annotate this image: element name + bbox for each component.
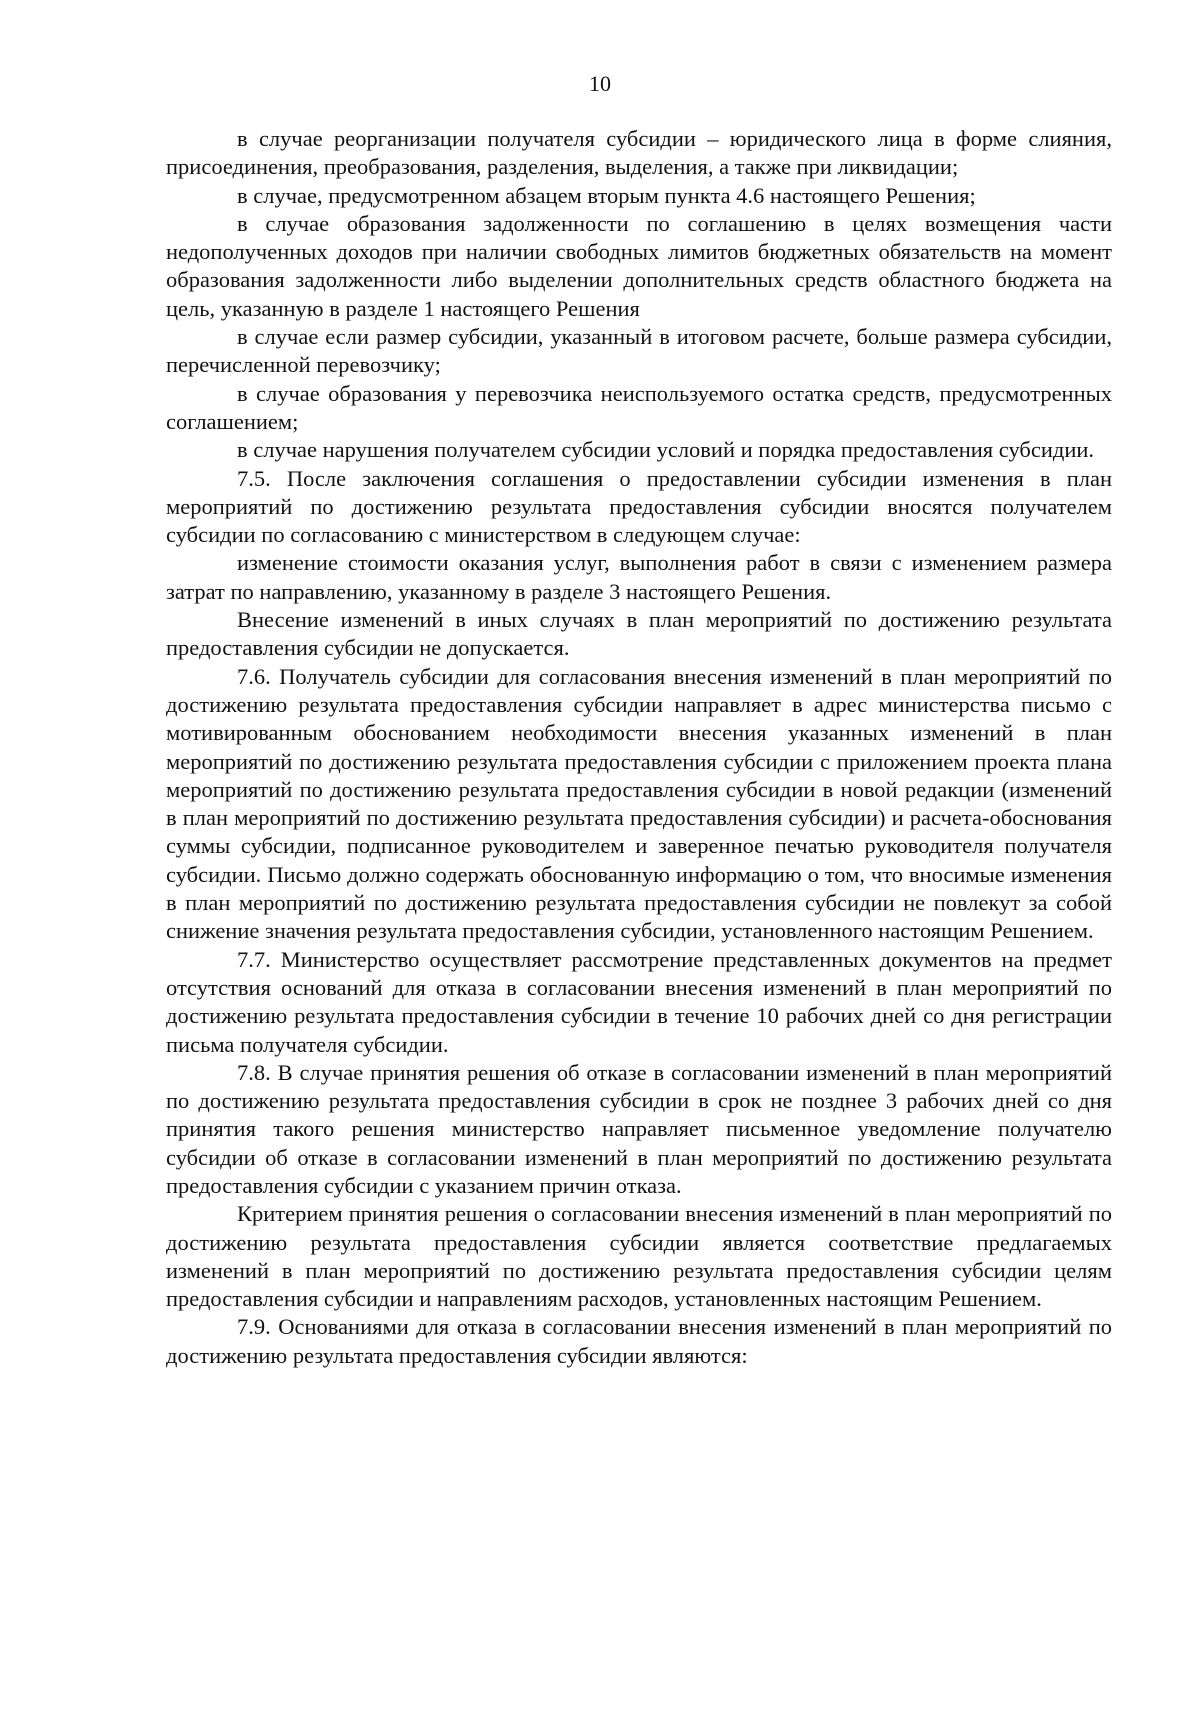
document-body — [166, 125, 1112, 1370]
paragraph-7-7: 7.7. Министерство осуществляет рассмотрение представленных документов на предмет отсутствия оснований для отказа в согласовании внесения изменений в план мероприятий по достижению результата предоставления субсидии в течение 10 рабочих дней со дня регистрации письма получателя субсидии. — [166, 946, 1112, 1057]
paragraph-reorganization: в случае реорганизации получателя субсидии – юридического лица в форме слияния, присоединения, преобразования, разделения, выделения, а также при ликвидации; — [166, 126, 1112, 180]
paragraph-7-8: 7.8. В случае принятия решения об отказе в согласовании изменений в план мероприятий по достижению результата предоставления субсидии в срок не позднее 3 рабочих дней со дня принятия такого решения министерство направляет письменное уведомление получателю субсидии об отказе в согласовании изменений в план мероприятий по достижению результата предоставления субсидии с указанием причин отказа. — [166, 1059, 1112, 1198]
paragraph-debt-formation: в случае образования задолженности по соглашению в целях возмещения части недополученных доходов при наличии свободных лимитов бюджетных обязательств на момент образования задолженности либо выделении дополнительных средств областного бюджета на цель, указанную в разделе 1 настоящего Решения — [166, 210, 1112, 321]
paragraph-criterion: Критерием принятия решения о согласовании внесения изменений в план мероприятий по достижению результата предоставления субсидии является соответствие предлагаемых изменений в план мероприятий по достижению результата предоставления субсидии целям предоставления субсидии и направлениям расходов, установленных настоящим Решением. — [166, 1201, 1112, 1312]
paragraph-final-calculation: в случае если размер субсидии, указанный в итоговом расчете, больше размера субсидии, перечисленной перевозчику; — [166, 324, 1112, 378]
paragraph-cost-change: изменение стоимости оказания услуг, выполнения работ в связи с изменением размера затрат по направлению, указанному в разделе 3 настоящего Решения. — [166, 550, 1112, 604]
page-number: 10 — [589, 71, 611, 96]
paragraph-7-9: 7.9. Основаниями для отказа в согласовании внесения изменений в план мероприятий по достижению результата предоставления субсидии являются: — [166, 1314, 1112, 1368]
paragraph-unused-balance: в случае образования у перевозчика неиспользуемого остатка средств, предусмотренных соглашением; — [166, 380, 1112, 434]
paragraph-7-6: 7.6. Получатель субсидии для согласования внесения изменений в план мероприятий по достижению результата предоставления субсидии направляет в адрес министерства письмо с мотивированным обоснованием необходимости внесения указанных изменений в план мероприятий по достижению результата предоставления субсидии с приложением проекта плана мероприятий по достижению результата предоставления субсидии в новой редакции (изменений в план мероприятий по достижению результата предоставления субсидии) и расчета-обоснования суммы субсидии, подписанное руководителем и заверенное печатью руководителя получателя субсидии. Письмо должно содержать обоснованную информацию о том, что вносимые изменения в план мероприятий по достижению результата предоставления субсидии не повлекут за собой снижение значения результата предоставления субсидии, установленного настоящим Решением. — [166, 663, 1112, 944]
paragraph-no-other-changes: Внесение изменений в иных случаях в план мероприятий по достижению результата предоставления субсидии не допускается. — [166, 607, 1112, 661]
paragraph-clause-4-6: в случае, предусмотренном абзацем вторым пункта 4.6 настоящего Решения; — [237, 182, 976, 208]
paragraph-7-5: 7.5. После заключения соглашения о предоставлении субсидии изменения в план мероприятий по достижению результата предоставления субсидии вносятся получателем субсидии по согласованию с министерством в следующем случае: — [166, 465, 1112, 548]
paragraph-violation: в случае нарушения получателем субсидии условий и порядка предоставления субсидии. — [237, 437, 1095, 463]
